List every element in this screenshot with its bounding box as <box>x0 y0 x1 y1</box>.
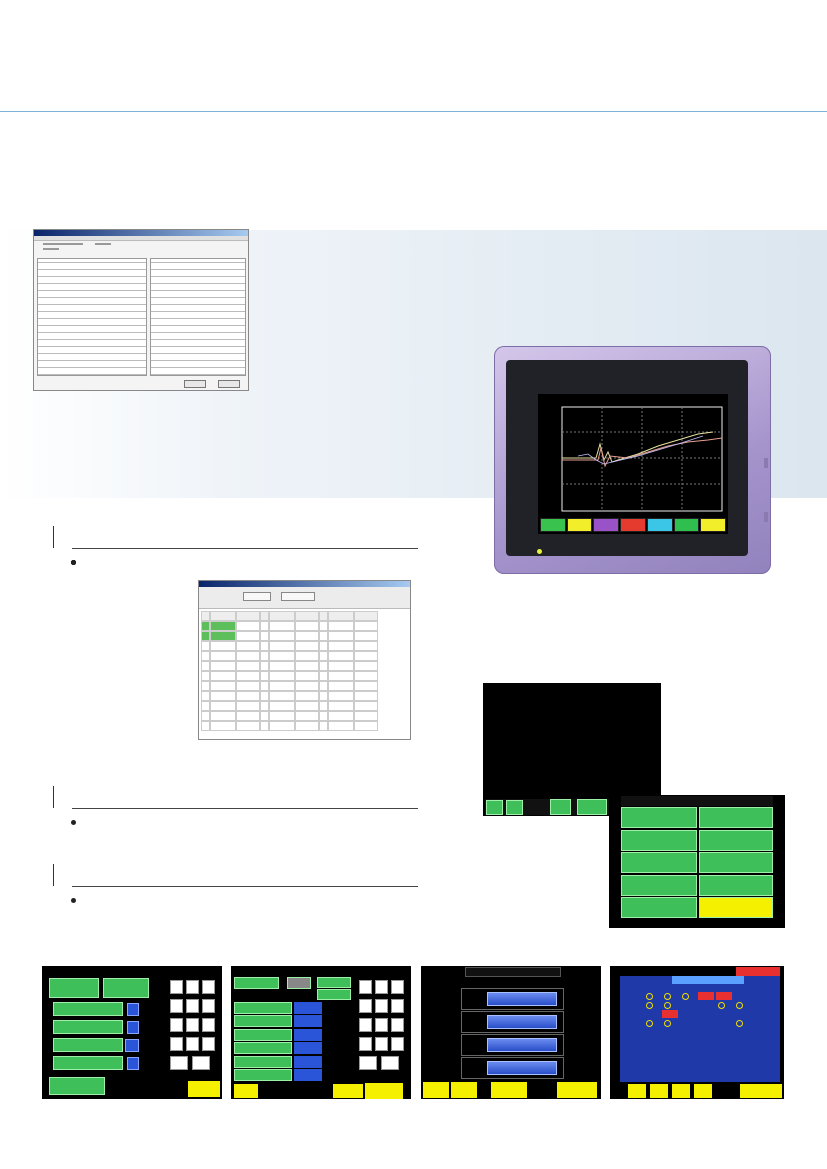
mm-button[interactable] <box>699 897 773 918</box>
tm-row-value <box>487 1015 557 1029</box>
cal-cell <box>260 691 269 701</box>
fs-setting-value[interactable] <box>294 1029 322 1041</box>
cal-cell <box>269 711 295 721</box>
cal-cell <box>354 661 378 671</box>
cal-cell <box>295 681 319 691</box>
fs-setting-value[interactable] <box>294 1042 322 1054</box>
cal-cell <box>260 711 269 721</box>
cal-cell <box>236 681 260 691</box>
keypad-key[interactable] <box>375 980 388 994</box>
mm-button[interactable] <box>621 897 697 918</box>
keypad-key[interactable] <box>375 1037 388 1051</box>
estic-logo <box>535 372 571 380</box>
ac-individual-copy-button[interactable] <box>103 978 149 998</box>
keypad-key[interactable] <box>186 999 199 1013</box>
keypad-key[interactable] <box>359 1037 372 1051</box>
fs-back-button[interactable] <box>234 1084 258 1098</box>
om-up-button[interactable] <box>650 1084 668 1098</box>
ac-label[interactable] <box>53 1020 123 1034</box>
header-rule <box>0 111 827 112</box>
cal-cell <box>319 711 328 721</box>
ac-value[interactable] <box>127 1057 139 1070</box>
keypad-key[interactable] <box>391 999 404 1013</box>
cal-cell <box>201 681 210 691</box>
touch-panel-button[interactable] <box>647 518 673 532</box>
keypad-key[interactable] <box>375 999 388 1013</box>
om-ng-cell <box>662 1010 678 1018</box>
keypad-key[interactable] <box>381 1056 399 1070</box>
ac-label[interactable] <box>53 1002 123 1016</box>
om-status-circle <box>646 1002 653 1009</box>
touch-panel-button[interactable] <box>540 518 566 532</box>
fs-settings <box>234 1002 358 1082</box>
cal-cell <box>295 721 319 731</box>
cal-cell <box>328 681 354 691</box>
cal-cell <box>201 651 210 661</box>
cal-cell <box>269 721 295 731</box>
cal-cell <box>236 641 260 651</box>
fs-setting-value[interactable] <box>294 1056 322 1068</box>
ac-label[interactable] <box>53 1056 123 1070</box>
cal-cell <box>201 611 210 621</box>
cal-cell <box>328 701 354 711</box>
section-test-operation <box>46 786 418 813</box>
fs-setting-label[interactable] <box>234 1029 292 1041</box>
om-ng-cell <box>698 992 714 1000</box>
cal-cell <box>354 711 378 721</box>
touch-panel-screen <box>538 394 728 534</box>
cal-cell <box>210 651 236 661</box>
om-status-circle <box>664 993 671 1000</box>
keypad-key[interactable] <box>170 1037 183 1051</box>
cal-cell <box>260 611 269 621</box>
mm-button[interactable] <box>699 830 773 851</box>
fs-setting-label[interactable] <box>234 1042 292 1054</box>
om-left-button[interactable] <box>672 1084 690 1098</box>
cal-cell <box>260 661 269 671</box>
cal-cell <box>328 641 354 651</box>
keypad-key[interactable] <box>391 1037 404 1051</box>
touch-panel-button[interactable] <box>620 518 646 532</box>
cal-cell <box>269 621 295 631</box>
cal-cell <box>236 611 260 621</box>
ac-label[interactable] <box>53 1038 123 1052</box>
tm-row-value <box>487 1038 557 1052</box>
om-id-no-label <box>672 976 744 984</box>
mu-cancel-button[interactable] <box>218 380 240 388</box>
cal-cell <box>354 611 378 621</box>
torque-monitor-screen <box>421 966 601 1099</box>
cal-cell <box>210 631 236 641</box>
cal-cell <box>260 721 269 731</box>
cal-cell <box>269 631 295 641</box>
om-status-circle <box>646 1020 653 1027</box>
cal-cell <box>260 681 269 691</box>
ac-keypad <box>170 980 220 1070</box>
om-status-circle <box>646 993 653 1000</box>
cal-cell <box>328 651 354 661</box>
mm-button[interactable] <box>621 830 697 851</box>
cal-cell <box>295 671 319 681</box>
cal-cell <box>328 621 354 631</box>
cal-cell <box>210 641 236 651</box>
keypad-key[interactable] <box>359 980 372 994</box>
cal-cell <box>328 631 354 641</box>
cal-cell <box>269 681 295 691</box>
fs-setting-label[interactable] <box>234 1056 292 1068</box>
cal-cell <box>328 671 354 681</box>
keypad-key[interactable] <box>186 1037 199 1051</box>
cal-cell <box>319 701 328 711</box>
cal-cell <box>354 681 378 691</box>
cal-cell <box>201 711 210 721</box>
mm-title <box>621 796 773 806</box>
om-status-circle <box>718 1002 725 1009</box>
tm-next-item-button[interactable] <box>451 1082 477 1098</box>
mm-button[interactable] <box>699 852 773 873</box>
cal-cell <box>201 691 210 701</box>
cal-cell <box>201 631 210 641</box>
om-down-button[interactable] <box>628 1084 646 1098</box>
msrd-monitor-button[interactable] <box>281 592 315 601</box>
maintenance-menu-screen <box>609 795 785 928</box>
om-total-ng-badge <box>736 967 780 976</box>
cal-cell <box>328 721 354 731</box>
cal-cell <box>295 711 319 721</box>
mm-button[interactable] <box>621 852 697 873</box>
cal-cell <box>319 611 328 621</box>
cal-cell <box>260 641 269 651</box>
cal-cell <box>295 621 319 631</box>
cal-cell <box>354 691 378 701</box>
cal-cell <box>210 711 236 721</box>
cal-cell <box>201 641 210 651</box>
cal-cell <box>210 671 236 681</box>
fs-setting-value[interactable] <box>294 1015 322 1027</box>
keypad-key[interactable] <box>391 980 404 994</box>
om-status-circle <box>682 993 689 1000</box>
tm-rows <box>461 988 564 1080</box>
cal-cell <box>354 621 378 631</box>
fr-down-button[interactable] <box>486 800 503 815</box>
cal-cell <box>269 671 295 681</box>
cal-cell <box>210 611 236 621</box>
cal-cell <box>319 691 328 701</box>
cal-cell <box>328 691 354 701</box>
fs-setting-label[interactable] <box>234 1069 292 1081</box>
cal-cell <box>210 621 236 631</box>
ac-return-button[interactable] <box>188 1081 220 1097</box>
fs-section-button[interactable] <box>317 989 351 1000</box>
om-ng-cell <box>716 992 732 1000</box>
fs-mon-func-button[interactable] <box>234 977 279 989</box>
cal-cell <box>354 651 378 661</box>
keypad-key[interactable] <box>391 1018 404 1032</box>
fs-setting-label[interactable] <box>234 1015 292 1027</box>
tm-row-value <box>487 1061 557 1075</box>
cal-cell <box>354 641 378 651</box>
keypad-key[interactable] <box>192 1056 210 1070</box>
cal-cell <box>201 661 210 671</box>
cal-cell <box>210 661 236 671</box>
fr-error-button[interactable] <box>577 799 607 815</box>
cal-cell <box>201 701 210 711</box>
keypad-key[interactable] <box>359 999 372 1013</box>
ac-all-copy-button[interactable] <box>49 978 99 998</box>
fr-up-button[interactable] <box>506 800 523 815</box>
cal-cell <box>236 721 260 731</box>
first-stage-screen <box>231 966 411 1099</box>
touch-panel-button[interactable] <box>700 518 726 532</box>
keypad-key[interactable] <box>359 1018 372 1032</box>
keypad-key[interactable] <box>202 980 215 994</box>
cal-cell <box>260 701 269 711</box>
om-right-button[interactable] <box>694 1084 712 1098</box>
keypad-key[interactable] <box>186 980 199 994</box>
cal-cell <box>201 621 210 631</box>
keypad-key[interactable] <box>170 1056 188 1070</box>
keypad-key[interactable] <box>202 1018 215 1032</box>
touch-panel-button-row <box>540 518 726 532</box>
cal-cell <box>319 681 328 691</box>
fs-seizing-button[interactable] <box>317 977 351 988</box>
section-maintenance <box>46 526 418 553</box>
ac-execute-button[interactable] <box>49 1077 105 1095</box>
cal-cell <box>260 621 269 631</box>
cal-monitor-screenshot <box>198 580 411 740</box>
cal-cell <box>328 711 354 721</box>
cal-cell <box>269 701 295 711</box>
section-bypass <box>46 864 418 891</box>
mm-button[interactable] <box>699 807 773 828</box>
keypad-key[interactable] <box>170 980 183 994</box>
om-moni-menu-button[interactable] <box>740 1084 782 1098</box>
mu-allocation-screenshot <box>33 229 249 391</box>
cal-cell <box>295 641 319 651</box>
fs-setting-value[interactable] <box>294 1002 322 1014</box>
om-status-circle <box>664 1020 671 1027</box>
cal-cell <box>328 661 354 671</box>
om-status-circle <box>736 1020 743 1027</box>
cal-cell <box>236 631 260 641</box>
touch-panel-button[interactable] <box>674 518 700 532</box>
cal-cell <box>201 671 210 681</box>
cal-cell <box>319 721 328 731</box>
tm-title <box>465 967 561 977</box>
cal-cell <box>354 721 378 731</box>
cal-cell <box>354 701 378 711</box>
cal-cell <box>319 671 328 681</box>
fs-off-button[interactable] <box>287 977 311 989</box>
keypad-key[interactable] <box>202 999 215 1013</box>
cal-cell <box>295 701 319 711</box>
fs-regist-button[interactable] <box>333 1084 363 1098</box>
cal-table <box>201 611 407 737</box>
fs-setting-label[interactable] <box>234 1002 292 1014</box>
cal-cell <box>210 721 236 731</box>
cal-cell <box>210 701 236 711</box>
cal-cell <box>269 661 295 671</box>
touch-panel-button[interactable] <box>567 518 593 532</box>
mm-button-grid <box>621 807 773 919</box>
cal-cell <box>295 661 319 671</box>
mm-button[interactable] <box>621 807 697 828</box>
cal-cell <box>201 721 210 731</box>
cal-cell <box>328 611 354 621</box>
cal-cell <box>210 691 236 701</box>
cal-cell <box>210 681 236 691</box>
ac-value[interactable] <box>127 1021 139 1034</box>
touch-panel-device <box>494 346 771 574</box>
keypad-key[interactable] <box>186 1018 199 1032</box>
tm-zero-set-button[interactable] <box>491 1082 527 1098</box>
mu-save-button[interactable] <box>184 380 206 388</box>
cal-cell <box>319 661 328 671</box>
touch-panel-button[interactable] <box>593 518 619 532</box>
cal-cell <box>319 621 328 631</box>
tm-pre-item-button[interactable] <box>423 1082 449 1098</box>
cal-cell <box>236 671 260 681</box>
cal-cell <box>260 671 269 681</box>
cal-cell <box>354 631 378 641</box>
tm-row-value <box>487 992 557 1006</box>
cal-cell <box>236 651 260 661</box>
om-status-circle <box>664 1002 671 1009</box>
power-led <box>537 549 542 554</box>
cal-cell <box>236 701 260 711</box>
mm-button[interactable] <box>621 875 697 896</box>
ac-value[interactable] <box>127 1003 139 1016</box>
cal-cell <box>236 621 260 631</box>
ac-value[interactable] <box>125 1039 139 1052</box>
cal-cell <box>269 641 295 651</box>
operation-monitor-screen <box>610 966 784 1099</box>
cal-cell <box>354 671 378 681</box>
cal-cell <box>260 651 269 661</box>
axis-copy-screen <box>42 966 222 1099</box>
keypad-key[interactable] <box>170 999 183 1013</box>
cal-cell <box>260 631 269 641</box>
cal-cell <box>319 631 328 641</box>
om-grid <box>620 984 780 1082</box>
cal-cell <box>295 651 319 661</box>
cal-cell <box>295 631 319 641</box>
cal-cell <box>269 691 295 701</box>
om-status-circle <box>736 1002 743 1009</box>
mm-button[interactable] <box>699 875 773 896</box>
fr-next-item-button[interactable] <box>550 799 571 815</box>
fs-keypad <box>359 980 409 1070</box>
torque-curve-chart <box>538 394 728 534</box>
keypad-key[interactable] <box>375 1018 388 1032</box>
cal-cell <box>295 691 319 701</box>
cal-button[interactable] <box>243 592 271 601</box>
keypad-key[interactable] <box>170 1018 183 1032</box>
keypad-key[interactable] <box>202 1037 215 1051</box>
cal-cell <box>236 711 260 721</box>
cal-cell <box>319 651 328 661</box>
cal-cell <box>236 691 260 701</box>
fs-setting-value[interactable] <box>294 1069 322 1081</box>
fs-stage-select-button[interactable] <box>365 1083 403 1099</box>
tm-menu-button[interactable] <box>557 1082 597 1098</box>
cal-cell <box>319 641 328 651</box>
keypad-key[interactable] <box>359 1056 377 1070</box>
cal-cell <box>269 611 295 621</box>
cal-cell <box>269 651 295 661</box>
cal-cell <box>236 661 260 671</box>
cal-cell <box>295 611 319 621</box>
